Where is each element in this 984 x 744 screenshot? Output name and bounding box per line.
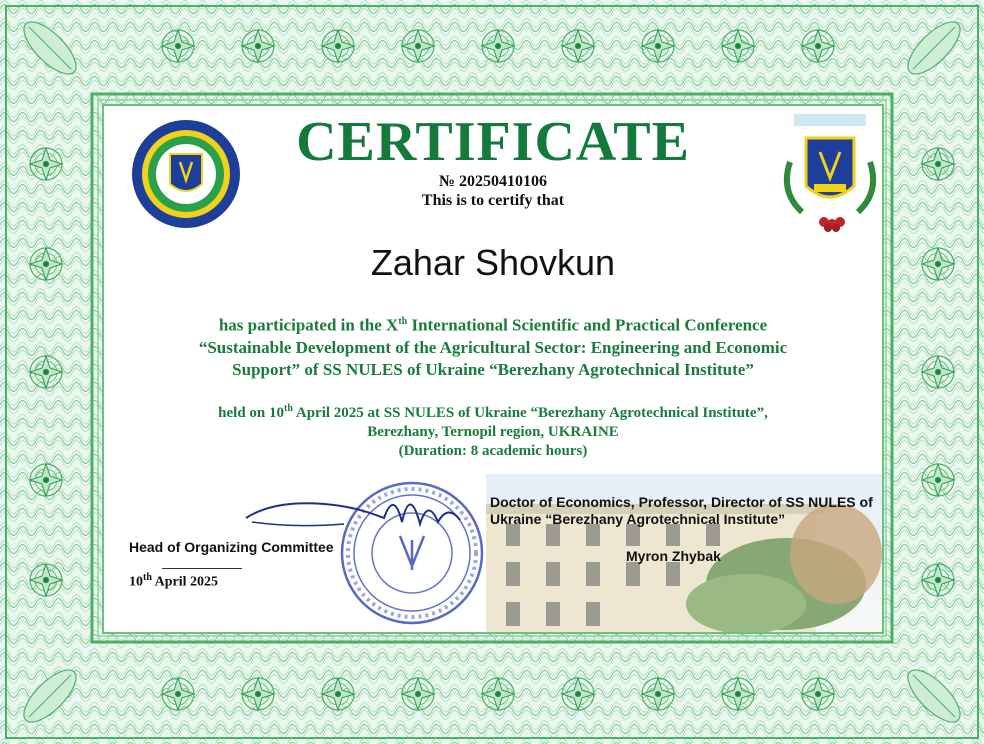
participation-description bbox=[144, 311, 842, 381]
certificate-title: CERTIFICATE bbox=[296, 111, 690, 173]
event-details bbox=[144, 399, 842, 461]
held-line-3: (Duration: 8 academic hours) bbox=[398, 443, 588, 459]
description-line-1: has participated in the Xth International Scientific and Practical Conference bbox=[218, 315, 768, 335]
recipient-name: Zahar Shovkun bbox=[370, 242, 616, 283]
signature-date: 10th April 2025 bbox=[129, 572, 219, 590]
description-line-2: “Sustainable Development of the Agricultural Sector: Engineering and Economic bbox=[198, 337, 788, 357]
certify-line: This is to certify that bbox=[421, 192, 565, 209]
held-line-2: Berezhany, Ternopil region, UKRAINE bbox=[367, 424, 619, 440]
director-name: Myron Zhybak bbox=[626, 548, 721, 564]
certificate-number: № 20250410106 bbox=[438, 173, 548, 190]
signature-line bbox=[162, 568, 242, 569]
certificate-panel bbox=[102, 104, 884, 634]
description-line-3: Support” of SS NULES of Ukraine “Berezhany Agrotechnical Institute” bbox=[232, 359, 754, 379]
director-title: Doctor of Economics, Professor, Director of SS NULES of Ukraine “Berezhany Agrotechnical Institute” bbox=[490, 494, 873, 527]
signature-icon bbox=[234, 478, 474, 548]
held-line-1: held on 10th April 2025 at SS NULES of Ukraine “Berezhany Agrotechnical Institute”, bbox=[218, 403, 768, 421]
head-of-committee-label: Head of Organizing Committee bbox=[129, 539, 334, 555]
